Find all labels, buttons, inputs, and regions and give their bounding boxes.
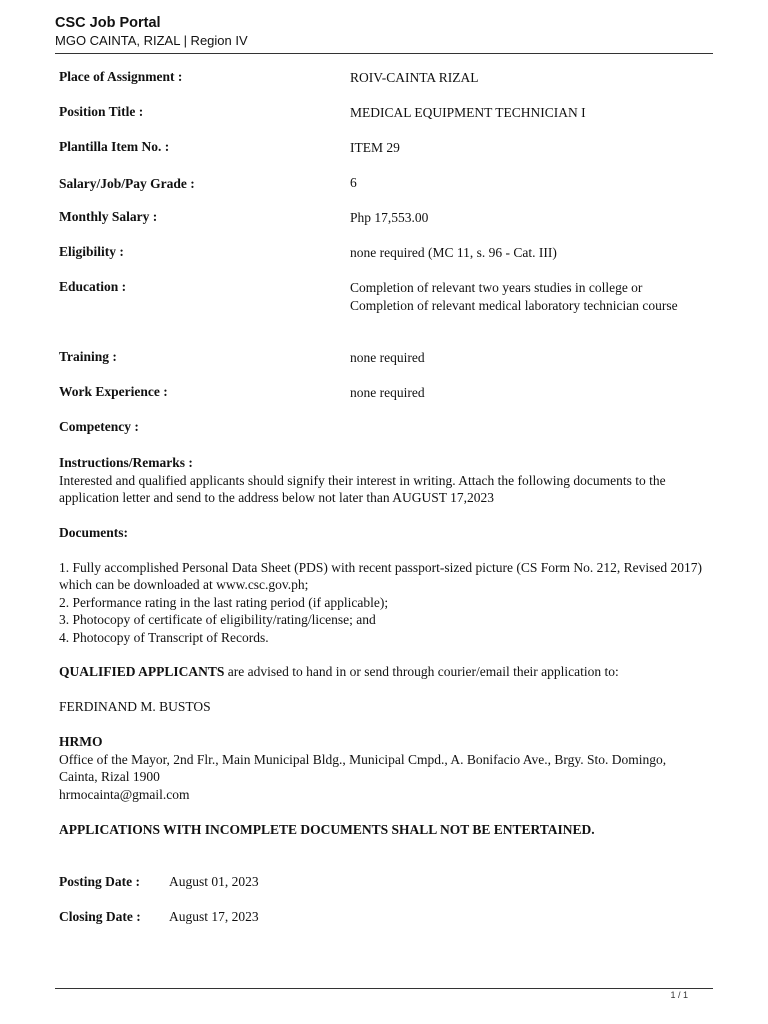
closing-date-label: Closing Date : — [59, 909, 141, 924]
field-value: 6 — [350, 175, 357, 190]
document-item: 4. Photocopy of Transcript of Records. — [59, 629, 269, 645]
incomplete-documents-warning: APPLICATIONS WITH INCOMPLETE DOCUMENTS SHALL NOT BE ENTERTAINED. — [59, 822, 595, 837]
instructions-text: Interested and qualified applicants should signify their interest in writing. Attach the following documents to the application letter and send to the address below not later than AUGUST 17,2023 — [59, 472, 666, 505]
page-number: 1 / 1 — [670, 990, 688, 1000]
field-value: Php 17,553.00 — [350, 210, 429, 225]
field-value: MEDICAL EQUIPMENT TECHNICIAN I — [350, 105, 586, 120]
field-label: Training : — [59, 349, 117, 364]
documents-section — [59, 524, 704, 646]
posting-date-value: August 01, 2023 — [169, 874, 259, 889]
field-label: Salary/Job/Pay Grade : — [59, 176, 195, 191]
field-value: none required — [350, 385, 425, 400]
field-label: Education : — [59, 279, 127, 294]
field-label: Competency : — [59, 419, 139, 434]
contact-address: Office of the Mayor, 2nd Flr., Main Municipal Bldg., Municipal Cmpd., A. Bonifacio Ave., Brgy. Sto. Domingo, Cainta, Rizal 1900 — [59, 751, 667, 784]
contact-name: FERDINAND M. BUSTOS — [59, 699, 211, 714]
field-value: none required — [350, 350, 425, 365]
contact-role: HRMO — [59, 734, 103, 749]
document-item: 3. Photocopy of certificate of eligibility/rating/license; and — [59, 612, 376, 627]
documents-label: Documents: — [59, 525, 128, 540]
header-divider — [55, 53, 713, 54]
qualified-applicants-text: are advised to hand in or send through courier/email their application to: — [224, 664, 619, 679]
portal-title: CSC Job Portal — [55, 15, 161, 31]
field-value: ITEM 29 — [350, 140, 400, 155]
qualified-applicants-note — [59, 663, 704, 681]
page-header — [55, 14, 713, 49]
field-label: Monthly Salary : — [59, 209, 158, 224]
document-item: 1. Fully accomplished Personal Data Sheet (PDS) with recent passport-sized picture (CS Form No. 212, Revised 2017) which can be downloaded at www.csc.gov.ph; — [59, 559, 703, 592]
field-label: Plantilla Item No. : — [59, 139, 170, 154]
field-value: Completion of relevant two years studies in college or Completion of relevant medical laboratory technician course — [350, 280, 678, 313]
posting-date-label: Posting Date : — [59, 874, 140, 889]
instructions-label: Instructions/Remarks : — [59, 455, 193, 470]
document-item: 2. Performance rating in the last rating period (if applicable); — [59, 594, 389, 610]
contact-email: hrmocainta@gmail.com — [59, 786, 190, 802]
qualified-applicants-bold: QUALIFIED APPLICANTS — [59, 664, 225, 679]
instructions-section — [59, 454, 704, 507]
field-value: ROIV-CAINTA RIZAL — [350, 70, 479, 85]
closing-date-value: August 17, 2023 — [169, 909, 259, 924]
footer-divider — [55, 988, 713, 989]
field-label: Place of Assignment : — [59, 69, 183, 84]
contact-section — [59, 733, 704, 803]
field-label: Work Experience : — [59, 384, 168, 399]
field-label: Eligibility : — [59, 244, 124, 259]
field-label: Position Title : — [59, 104, 144, 119]
portal-subtitle: MGO CAINTA, RIZAL | Region IV — [55, 33, 248, 48]
field-value: none required (MC 11, s. 96 - Cat. III) — [350, 245, 557, 260]
